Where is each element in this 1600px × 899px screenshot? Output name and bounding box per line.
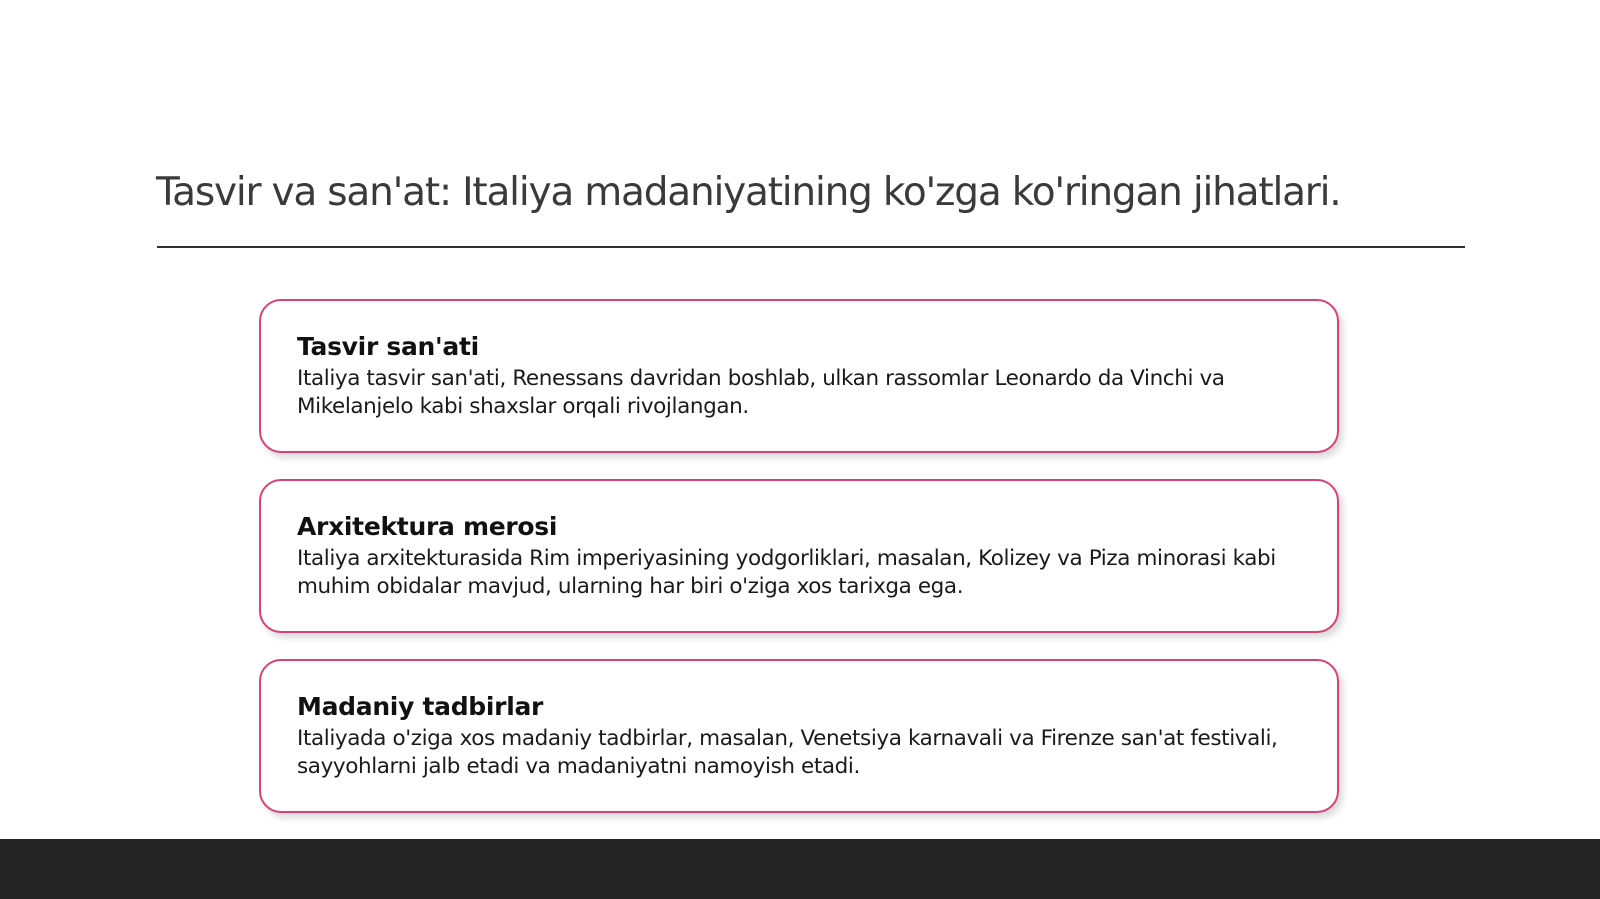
card-text: Italiya tasvir san'ati, Renessans davridan boshlab, ulkan rassomlar Leonardo da Vinchi va Mikelanjelo kabi shaxslar orqali rivojlangan. bbox=[297, 366, 1225, 419]
card-heading: Madaniy tadbirlar bbox=[297, 692, 544, 721]
card-heading: Arxitektura merosi bbox=[297, 512, 558, 541]
title-divider bbox=[157, 246, 1465, 248]
card-text: Italiya arxitekturasida Rim imperiyasining yodgorliklari, masalan, Kolizey va Piza minorasi kabi muhim obidalar mavjud, ularning har biri o'ziga xos tarixga ega. bbox=[297, 546, 1276, 599]
card-architecture bbox=[259, 479, 1339, 633]
card-painting bbox=[259, 299, 1339, 453]
footer-bar bbox=[0, 839, 1600, 899]
slide-title: Tasvir va san'at: Italiya madaniyatining ko'zga ko'ringan jihatlari. bbox=[156, 170, 1341, 215]
card-text: Italiyada o'ziga xos madaniy tadbirlar, masalan, Venetsiya karnavali va Firenze san'at festivali, sayyohlarni jalb etadi va madaniyatni namoyish etadi. bbox=[297, 726, 1278, 779]
card-cultural-events bbox=[259, 659, 1339, 813]
card-heading: Tasvir san'ati bbox=[297, 332, 479, 361]
